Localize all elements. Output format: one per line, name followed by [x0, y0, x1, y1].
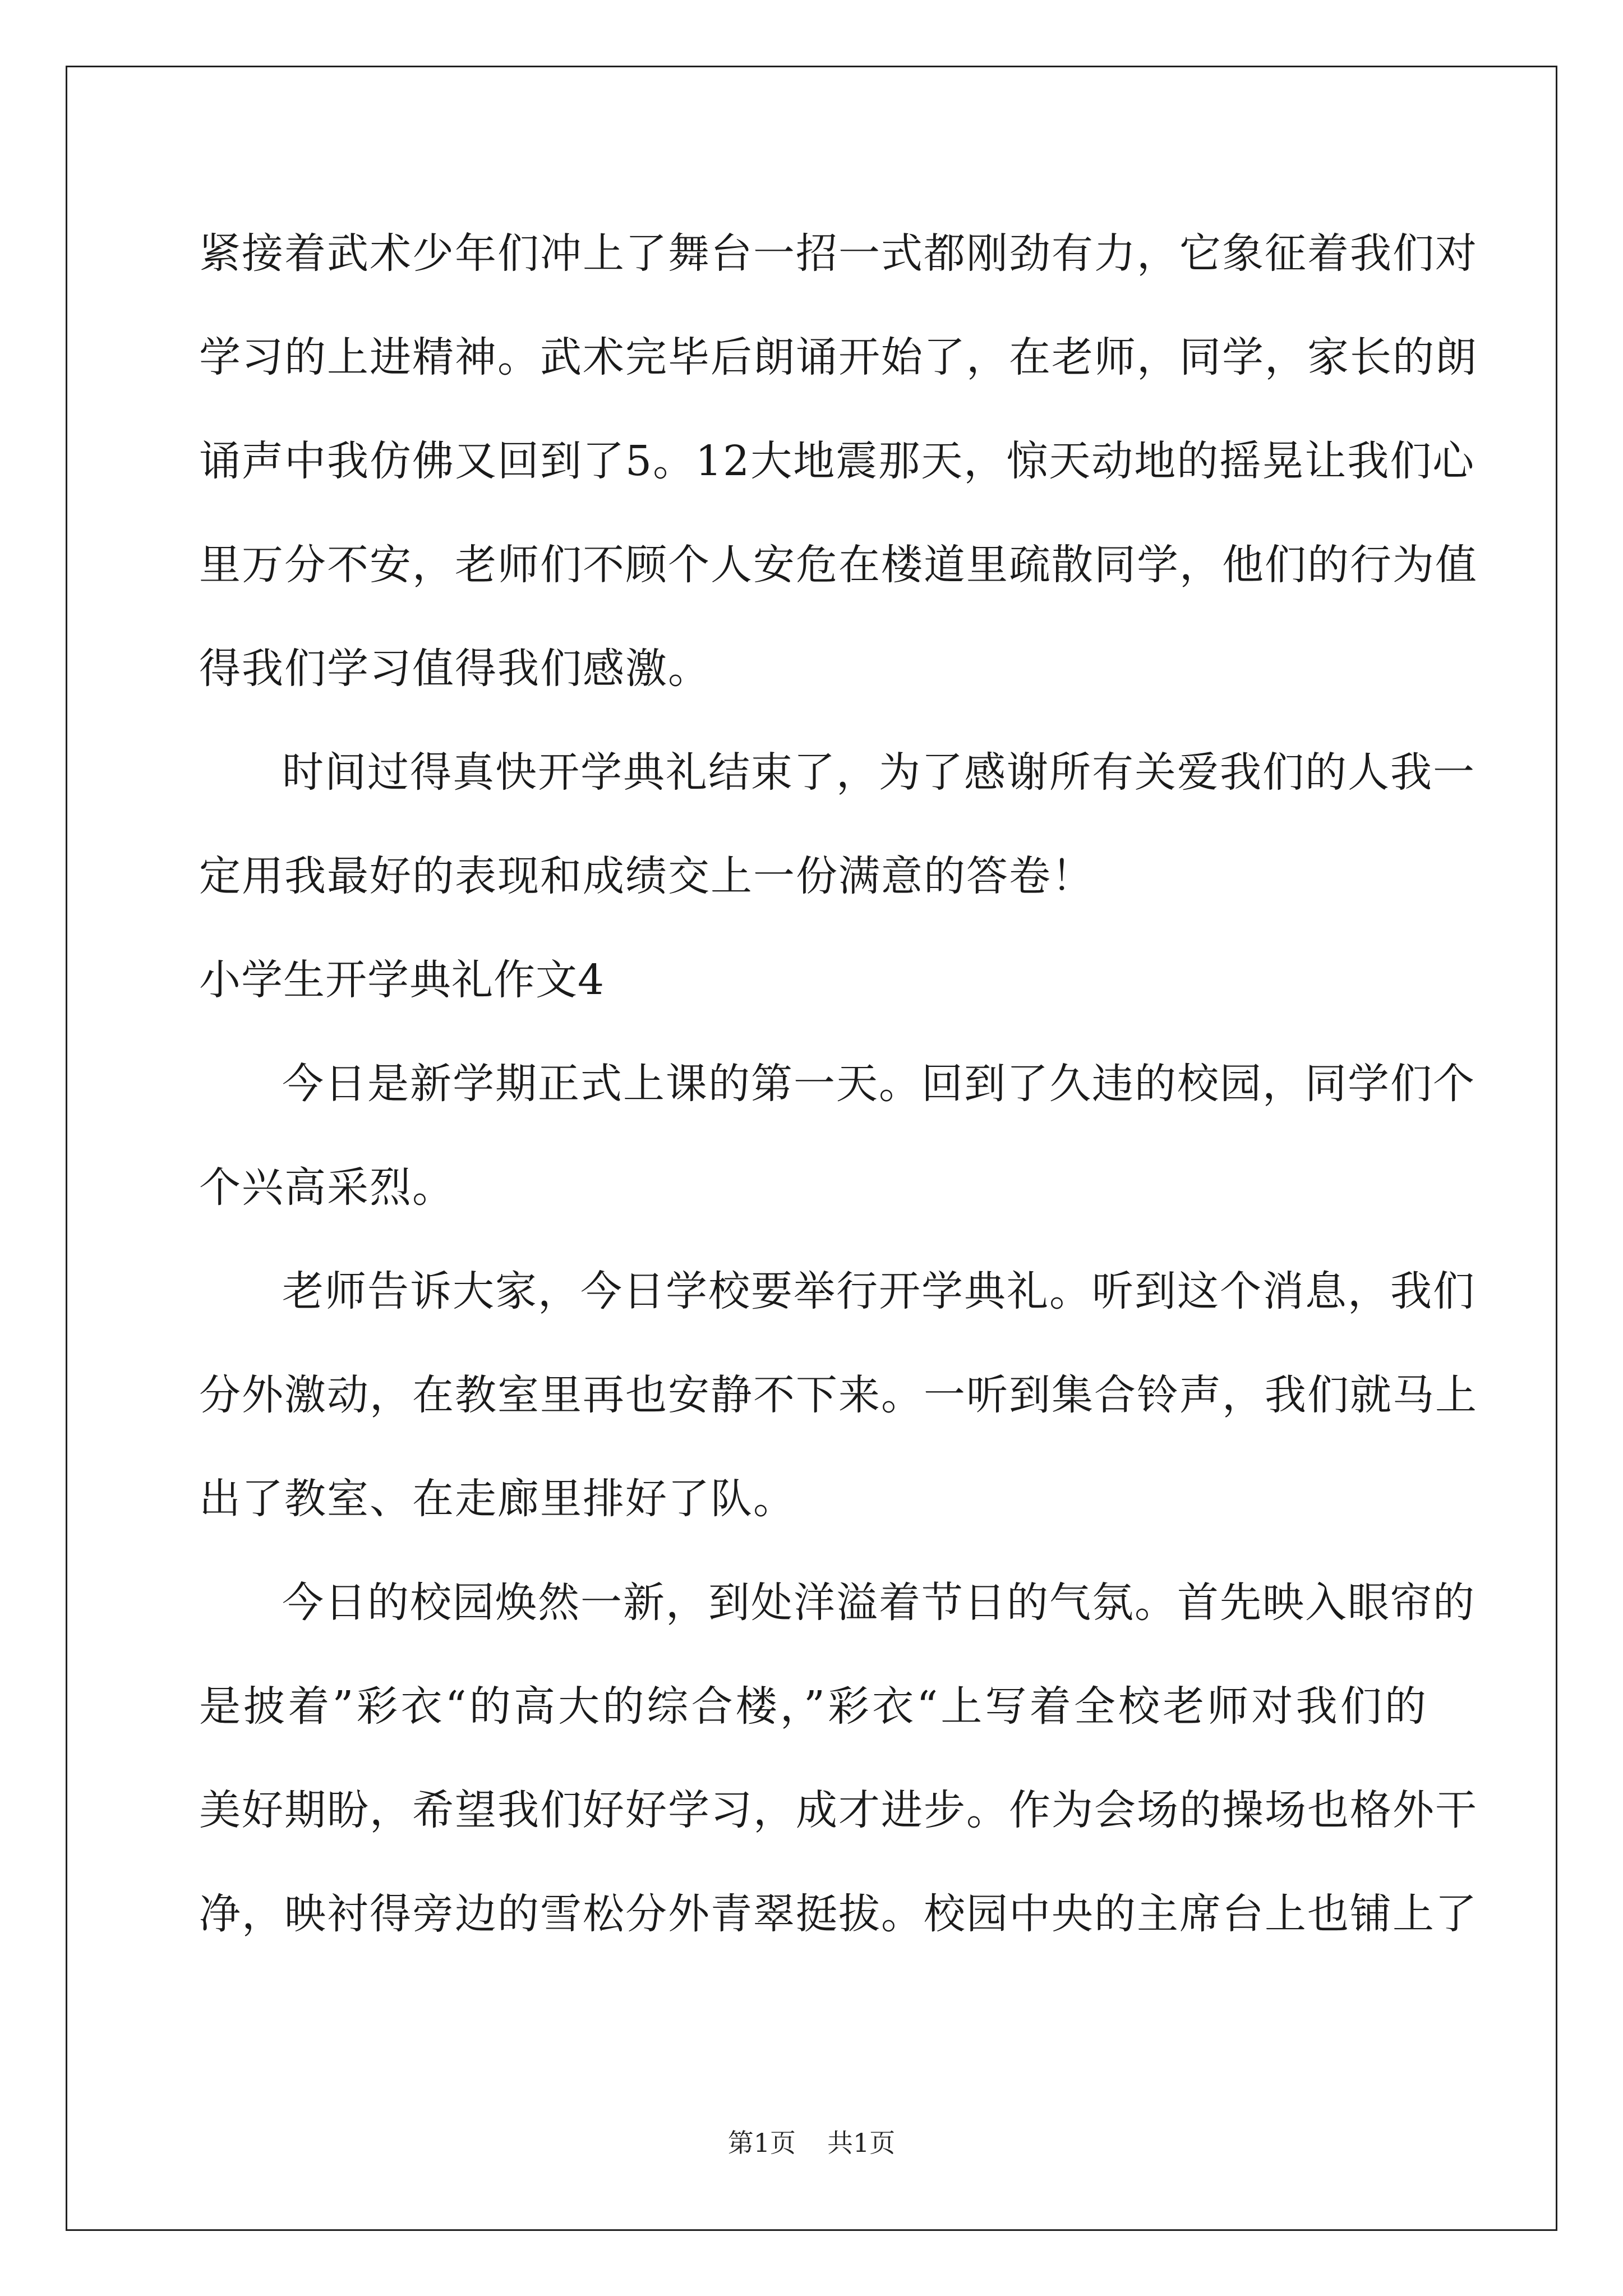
- text-line: 美好期盼，希望我们好好学习，成才进步。作为会场的操场也格外干: [199, 1786, 1478, 1834]
- text-line: 诵声中我仿佛又回到了5。12大地震那天，惊天动地的摇晃让我们心: [199, 437, 1476, 485]
- document-body: [199, 202, 1478, 1966]
- text-line: 净，映衬得旁边的雪松分外青翠挺拔。校园中央的主席台上也铺上了: [199, 1890, 1478, 1938]
- text-line: 定用我最好的表现和成绩交上一份满意的答卷！: [199, 852, 1094, 900]
- text-line: 学习的上进精神。武术完毕后朗诵开始了，在老师，同学，家长的朗: [199, 333, 1478, 381]
- text-line: 分外激动，在教室里再也安静不下来。一听到集合铃声，我们就马上: [199, 1371, 1478, 1419]
- text-line: 里万分不安，老师们不顾个人安危在楼道里疏散同学，他们的行为值: [199, 541, 1478, 589]
- page-number: 第1页: [727, 2128, 796, 2158]
- text-line: 个兴高采烈。: [199, 1163, 455, 1212]
- text-line: 出了教室、在走廊里排好了队。: [199, 1475, 796, 1523]
- paragraph-first-line: 时间过得真快开学典礼结束了，为了感谢所有关爱我们的人我一: [282, 748, 1476, 797]
- page-footer: [0, 2126, 1623, 2160]
- paragraph-first-line: 老师告诉大家，今日学校要举行开学典礼。听到这个消息，我们: [282, 1267, 1476, 1315]
- text-line: 紧接着武术少年们冲上了舞台一招一式都刚劲有力，它象征着我们对: [199, 229, 1478, 278]
- section-heading: 小学生开学典礼作文4: [199, 956, 605, 1004]
- text-line: 得我们学习值得我们感激。: [199, 645, 711, 693]
- paragraph-first-line: 今日是新学期正式上课的第一天。回到了久违的校园，同学们个: [282, 1060, 1476, 1108]
- paragraph-first-line: 今日的校园焕然一新，到处洋溢着节日的气氛。首先映入眼帘的: [282, 1579, 1476, 1627]
- page-total: 共1页: [827, 2128, 896, 2158]
- text-line: 是披着”彩衣“的高大的综合楼，”彩衣“上写着全校老师对我们的: [199, 1682, 1427, 1731]
